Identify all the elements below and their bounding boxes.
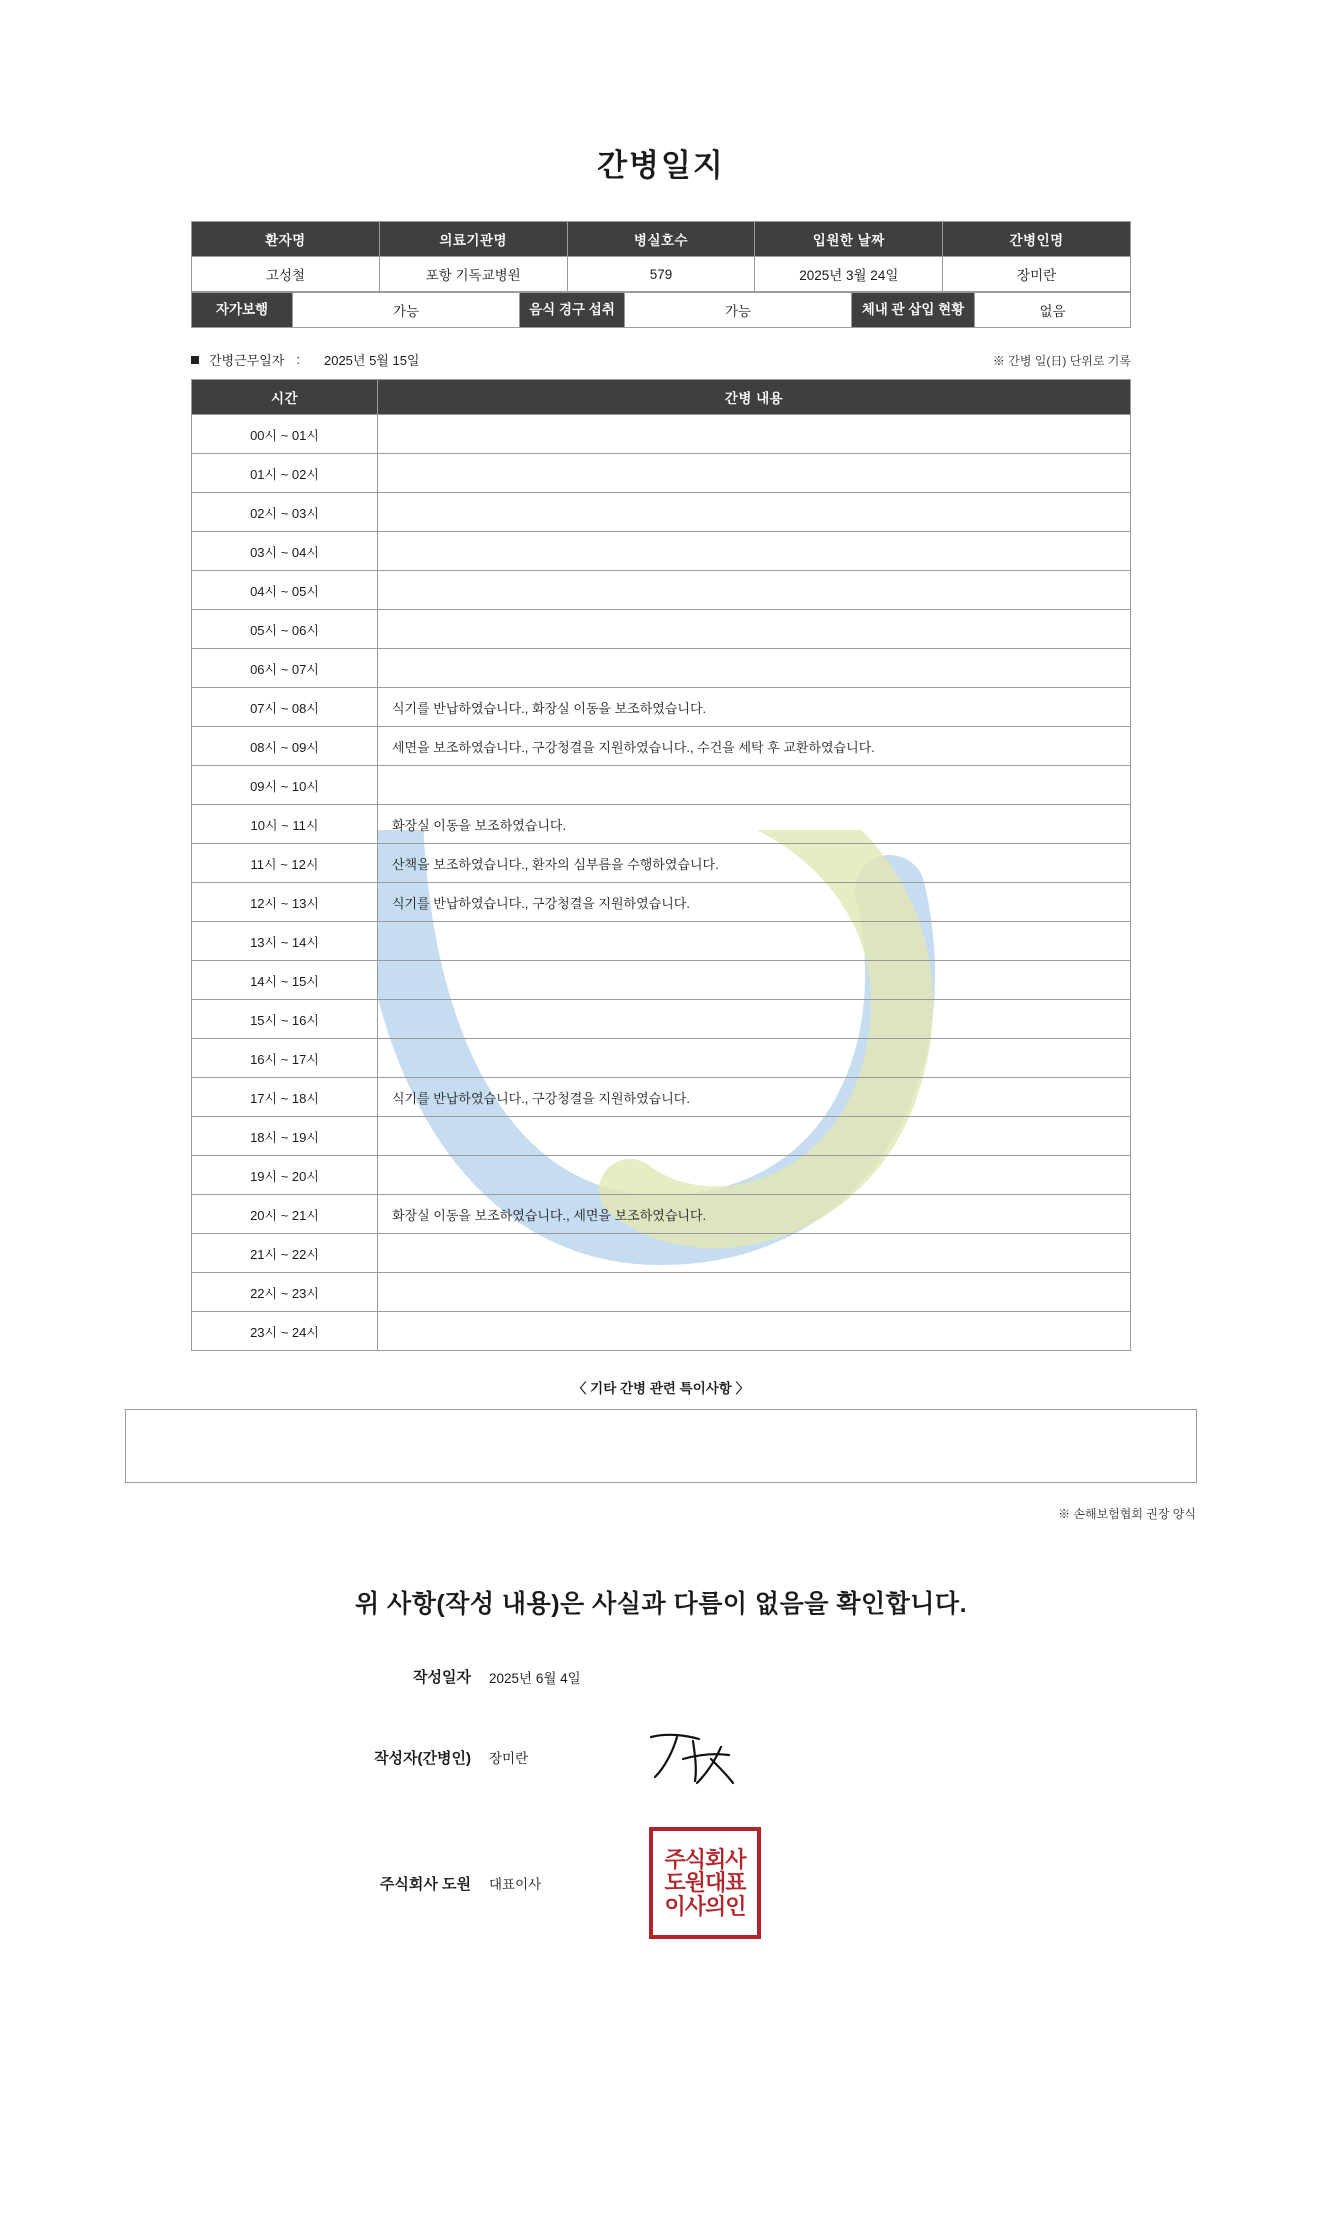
confirmation-statement: 위 사항(작성 내용)은 사실과 다름이 없음을 확인합니다. [354,1590,968,1618]
stamp-line-3: 이사의인 [664,1893,746,1919]
work-date-label: 간병근무일자 [209,353,285,368]
signature-company-row [191,1827,1131,1939]
log-time: 20시 ~ 21시 [192,1195,378,1234]
log-time: 12시 ~ 13시 [192,883,378,922]
stamp-line-2: 도원대표 [664,1870,746,1896]
log-time: 18시 ~ 19시 [192,1117,378,1156]
log-desc [378,571,1131,610]
log-desc [378,1312,1131,1351]
log-time: 04시 ~ 05시 [192,571,378,610]
signature-date-row [191,1666,1131,1687]
col-header-room-number: 병실호수 [567,222,755,257]
log-desc: 식기를 반납하였습니다., 구강청결을 지원하였습니다. [378,1078,1131,1117]
signature-date-value: 2025년 6월 4일 [489,1670,581,1686]
log-desc: 세면을 보조하였습니다., 구강청결을 지원하였습니다., 수건을 세탁 후 교환하였습니다. [378,727,1131,766]
col-header-care-content: 간병 내용 [378,380,1131,415]
table-row [192,257,1131,292]
log-time: 08시 ~ 09시 [192,727,378,766]
log-time: 11시 ~ 12시 [192,844,378,883]
log-time: 16시 ~ 17시 [192,1039,378,1078]
log-time: 02시 ~ 03시 [192,493,378,532]
table-row [192,727,1131,766]
table-row [192,415,1131,454]
log-desc: 화장실 이동을 보조하였습니다., 세면을 보조하였습니다. [378,1195,1131,1234]
log-desc [378,1000,1131,1039]
log-desc [378,1273,1131,1312]
table-row [192,766,1131,805]
value-self-walking: 가능 [293,293,520,328]
value-oral-intake: 가능 [625,293,852,328]
signature-writer-row [191,1725,1131,1789]
table-header-row [192,222,1131,257]
log-time: 17시 ~ 18시 [192,1078,378,1117]
association-note: ※ 손해보험협회 권장 양식 [1058,1507,1196,1521]
table-row [192,293,1131,328]
work-date-colon: : [296,352,300,367]
table-row [192,883,1131,922]
signature-block [191,1666,1131,1939]
signature-writer-value: 장미란 [489,1751,529,1766]
work-date-note: ※ 간병 일(日) 단위로 기록 [992,354,1131,368]
log-time: 19시 ~ 20시 [192,1156,378,1195]
log-time: 00시 ~ 01시 [192,415,378,454]
page-title: 간병일지 [597,148,725,183]
log-desc [378,610,1131,649]
table-row [192,844,1131,883]
table-row [192,532,1131,571]
col-header-caregiver-name: 간병인명 [943,222,1131,257]
value-admission-date: 2025년 3월 24일 [755,257,943,292]
label-oral-intake: 음식 경구 섭취 [520,293,625,328]
log-time: 05시 ~ 06시 [192,610,378,649]
value-patient-name: 고성철 [192,257,380,292]
company-name-label: 주식회사 도원 [379,1875,471,1893]
value-hospital: 포항 기독교병원 [379,257,567,292]
log-desc: 식기를 반납하였습니다., 구강청결을 지원하였습니다. [378,883,1131,922]
signature-writer-label: 작성자(간병인) [374,1749,471,1767]
table-row [192,805,1131,844]
col-header-hospital: 의료기관명 [379,222,567,257]
log-desc [378,1234,1131,1273]
log-time: 13시 ~ 14시 [192,922,378,961]
log-desc: 식기를 반납하였습니다., 화장실 이동을 보조하였습니다. [378,688,1131,727]
log-desc: 산책을 보조하였습니다., 환자의 심부름을 수행하였습니다. [378,844,1131,883]
log-desc [378,649,1131,688]
care-log-table [191,379,1131,1351]
handwritten-signature-icon [637,1725,747,1789]
table-row [192,1078,1131,1117]
col-header-time: 시간 [192,380,378,415]
table-row [192,1000,1131,1039]
square-bullet-icon [191,356,199,364]
log-desc [378,1156,1131,1195]
value-room-number: 579 [567,257,755,292]
log-desc [378,415,1131,454]
log-desc [378,766,1131,805]
label-self-walking: 자가보행 [192,293,293,328]
table-row [192,1234,1131,1273]
table-header-row [192,380,1131,415]
log-time: 23시 ~ 24시 [192,1312,378,1351]
col-header-patient-name: 환자명 [192,222,380,257]
table-row [192,571,1131,610]
table-row [192,649,1131,688]
company-seal-stamp [649,1827,761,1939]
log-time: 14시 ~ 15시 [192,961,378,1000]
work-date-row [191,350,1131,369]
etc-notes-box [125,1409,1197,1483]
table-row [192,961,1131,1000]
log-desc [378,961,1131,1000]
table-row [192,922,1131,961]
log-time: 07시 ~ 08시 [192,688,378,727]
table-row [192,493,1131,532]
log-desc: 화장실 이동을 보조하였습니다. [378,805,1131,844]
log-time: 21시 ~ 22시 [192,1234,378,1273]
work-date-value: 2025년 5월 15일 [323,353,420,368]
table-row [192,1039,1131,1078]
patient-info-table [191,221,1131,292]
log-time: 03시 ~ 04시 [192,532,378,571]
value-caregiver-name: 장미란 [943,257,1131,292]
company-role-label: 대표이사 [489,1877,542,1892]
etc-section-title: 〈 기타 간병 관련 특이사항 〉 [572,1381,750,1396]
value-tube-insertion: 없음 [975,293,1131,328]
table-row [192,1117,1131,1156]
log-desc [378,1117,1131,1156]
col-header-admission-date: 입원한 날짜 [755,222,943,257]
log-desc [378,493,1131,532]
log-desc [378,922,1131,961]
log-time: 01시 ~ 02시 [192,454,378,493]
table-row [192,1156,1131,1195]
table-row [192,688,1131,727]
log-desc [378,532,1131,571]
log-desc [378,1039,1131,1078]
table-row [192,1273,1131,1312]
label-tube-insertion: 체내 관 삽입 현황 [852,293,975,328]
log-time: 06시 ~ 07시 [192,649,378,688]
signature-date-label: 작성일자 [413,1669,471,1686]
table-row [192,454,1131,493]
condition-table [191,292,1131,328]
table-row [192,1195,1131,1234]
table-row [192,1312,1131,1351]
table-row [192,610,1131,649]
log-desc [378,454,1131,493]
stamp-line-1: 주식회사 [664,1847,746,1873]
log-time: 10시 ~ 11시 [192,805,378,844]
log-time: 22시 ~ 23시 [192,1273,378,1312]
log-time: 15시 ~ 16시 [192,1000,378,1039]
log-time: 09시 ~ 10시 [192,766,378,805]
